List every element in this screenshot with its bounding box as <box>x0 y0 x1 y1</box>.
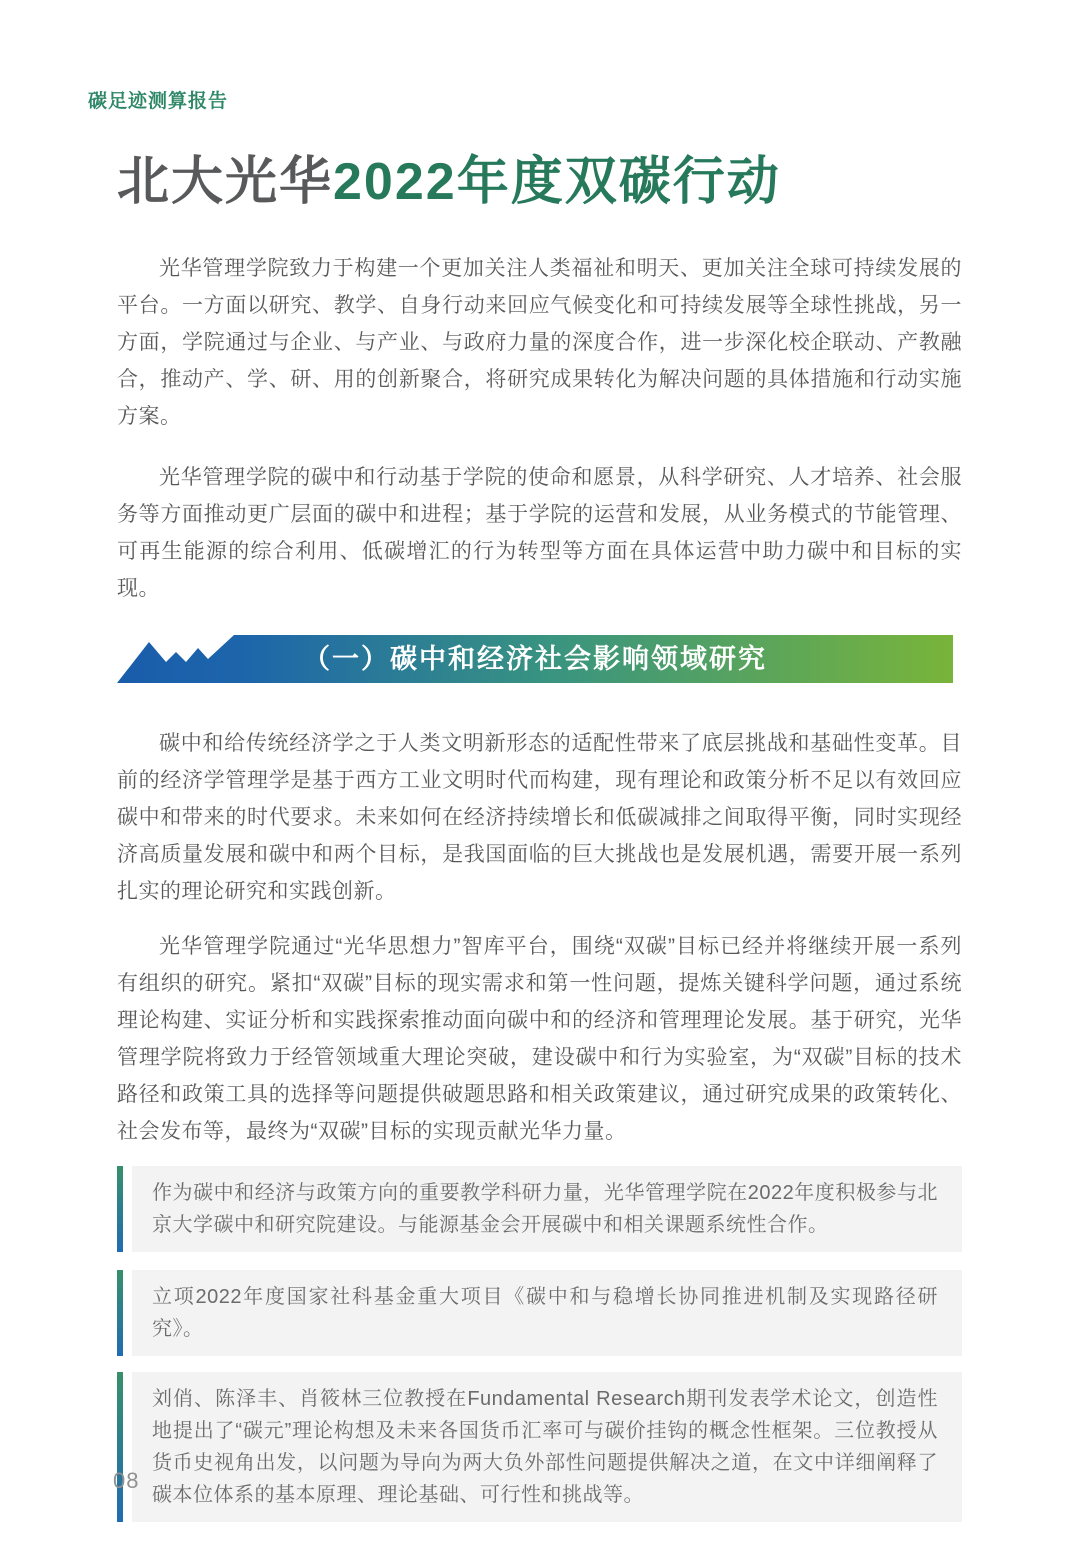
highlight-box-text: 刘俏、陈泽丰、肖筱林三位教授在Fundamental Research期刊发表学术论文，创造性地提出了“碳元”理论构想及未来各国货币汇率可与碳价挂钩的概念性框架。三位教授从货币史视角出发，以问题为导向为两大负外部性问题提供解决之道，在文中详细阐释了碳本位体系的基本原理、理论基础、可行性和挑战等。 <box>132 1372 962 1522</box>
highlight-box-accent-bar <box>117 1166 123 1252</box>
highlight-box-accent-bar <box>117 1372 123 1522</box>
highlight-box-text: 作为碳中和经济与政策方向的重要教学科研力量，光华管理学院在2022年度积极参与北京大学碳中和研究院建设。与能源基金会开展碳中和相关课题系统性合作。 <box>132 1166 962 1252</box>
report-header-label: 碳足迹测算报告 <box>88 91 229 112</box>
page-title-highlight: 2022年度双碳行动 <box>333 153 781 211</box>
intro-paragraph: 光华管理学院致力于构建一个更加关注人类福祉和明天、更加关注全球可持续发展的平台。一方面以研究、教学、自身行动来回应气候变化和可持续发展等全球性挑战，另一方面，学院通过与企业、与产业、与政府力量的深度合作，进一步深化校企联动、产教融合，推动产、学、研、用的创新聚合，将研究成果转化为解决问题的具体措施和行动实施方案。 <box>117 257 962 428</box>
page-title-prefix: 北大光华 <box>117 153 334 211</box>
page-content <box>117 0 962 1522</box>
highlight-box <box>117 1372 962 1522</box>
section-banner <box>117 633 962 683</box>
intro-paragraph: 光华管理学院的碳中和行动基于学院的使命和愿景，从科学研究、人才培养、社会服务等方面推动更广层面的碳中和进程；基于学院的运营和发展，从业务模式的节能管理、可再生能源的综合利用、低碳增汇的行为转型等方面在具体运营中助力碳中和目标的实现。 <box>117 466 962 600</box>
highlight-box <box>117 1166 962 1252</box>
highlight-box-accent-bar <box>117 1270 123 1356</box>
highlight-box <box>117 1270 962 1356</box>
section-paragraph: 碳中和给传统经济学之于人类文明新形态的适配性带来了底层挑战和基础性变革。目前的经济学管理学是基于西方工业文明时代而构建，现有理论和政策分析不足以有效回应碳中和带来的时代要求。未来如何在经济持续增长和低碳减排之间取得平衡，同时实现经济高质量发展和碳中和两个目标，是我国面临的巨大挑战也是发展机遇，需要开展一系列扎实的理论研究和实践创新。 <box>117 732 962 903</box>
highlight-box-text: 立项2022年度国家社科基金重大项目《碳中和与稳增长协同推进机制及实现路径研究》。 <box>132 1270 962 1356</box>
section-banner-title: （一）碳中和经济社会影响领域研究 <box>303 644 767 674</box>
page-number: 08 <box>113 1468 140 1493</box>
section-paragraph: 光华管理学院通过“光华思想力”智库平台，围绕“双碳”目标已经并将继续开展一系列有组织的研究。紧扣“双碳”目标的现实需求和第一性问题，提炼关键科学问题，通过系统理论构建、实证分析和实践探索推动面向碳中和的经济和管理理论发展。基于研究，光华管理学院将致力于经管领域重大理论突破，建设碳中和行为实验室，为“双碳”目标的技术路径和政策工具的选择等问题提供破题思路和相关政策建议，通过研究成果的政策转化、社会发布等，最终为“双碳”目标的实现贡献光华力量。 <box>117 935 962 1143</box>
page-title <box>117 150 962 214</box>
